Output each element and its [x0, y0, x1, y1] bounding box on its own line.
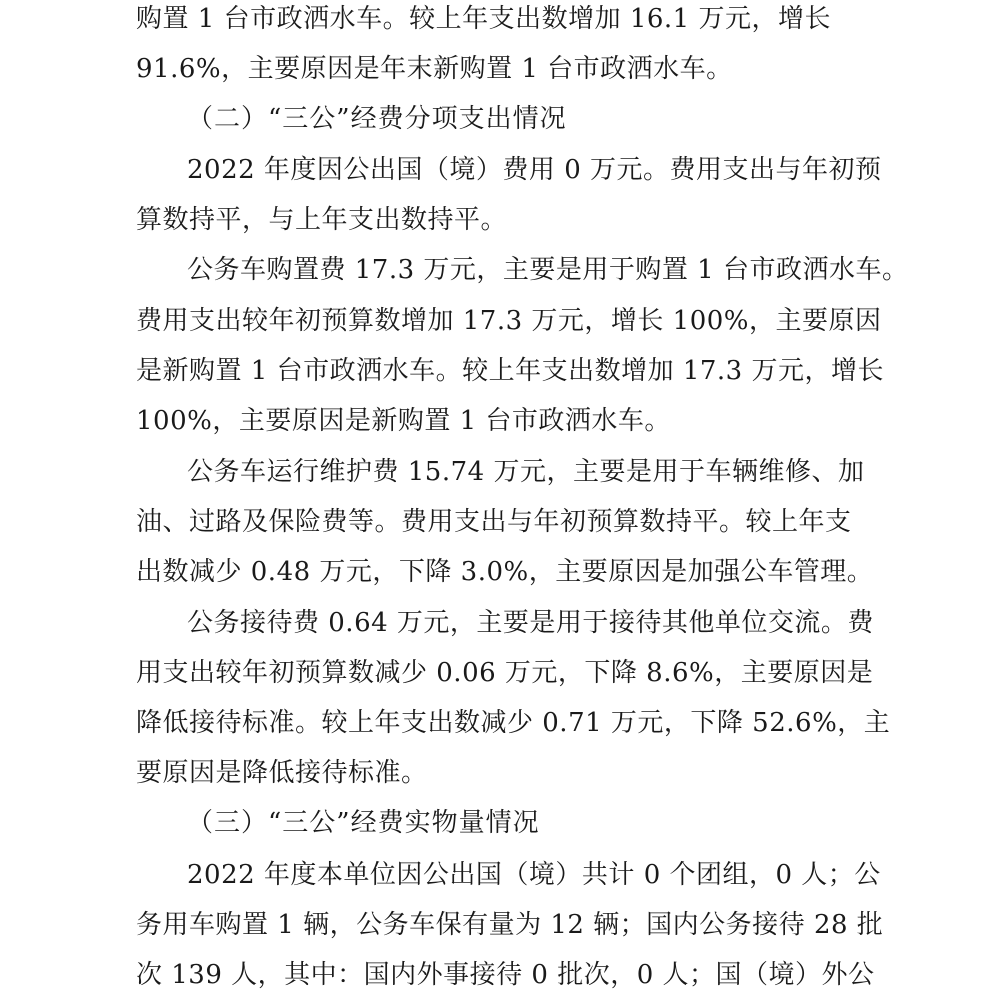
text-line: 算数持平，与上年支出数持平。	[136, 205, 508, 235]
text-line: 用支出较年初预算数减少 0.06 万元，下降 8.6%，主要原因是	[136, 658, 874, 688]
text-line: 要原因是降低接待标准。	[136, 758, 428, 788]
text-line: 是新购置 1 台市政洒水车。较上年支出数增加 17.3 万元，增长	[136, 356, 884, 386]
text-line: 购置 1 台市政洒水车。较上年支出数增加 16.1 万元，增长	[136, 4, 831, 34]
text-line: 降低接待标准。较上年支出数减少 0.71 万元，下降 52.6%，主	[136, 708, 891, 738]
section-heading: （三）“三公”经费实物量情况	[187, 808, 540, 838]
text-line: 次 139 人，其中：国内外事接待 0 批次，0 人；国（境）外公	[136, 960, 875, 990]
paragraph-first-line: 2022 年度因公出国（境）费用 0 万元。费用支出与年初预	[187, 155, 882, 185]
text-line: 油、过路及保险费等。费用支出与年初预算数持平。较上年支	[136, 507, 852, 537]
text-line: 费用支出较年初预算数增加 17.3 万元，增长 100%，主要原因	[136, 306, 882, 336]
paragraph-first-line: 2022 年度本单位因公出国（境）共计 0 个团组，0 人；公	[187, 860, 881, 890]
paragraph-first-line: 公务接待费 0.64 万元，主要是用于接待其他单位交流。费	[187, 608, 874, 638]
text-line: 务用车购置 1 辆，公务车保有量为 12 辆；国内公务接待 28 批	[136, 910, 884, 940]
text-line: 出数减少 0.48 万元，下降 3.0%，主要原因是加强公车管理。	[136, 557, 874, 587]
text-line: 91.6%，主要原因是年末新购置 1 台市政洒水车。	[136, 54, 733, 84]
text-line: 100%，主要原因是新购置 1 台市政洒水车。	[136, 406, 671, 436]
section-heading: （二）“三公”经费分项支出情况	[187, 104, 567, 134]
paragraph-first-line: 公务车购置费 17.3 万元，主要是用于购置 1 台市政洒水车。	[187, 255, 909, 285]
paragraph-first-line: 公务车运行维护费 15.74 万元，主要是用于车辆维修、加	[187, 457, 865, 487]
